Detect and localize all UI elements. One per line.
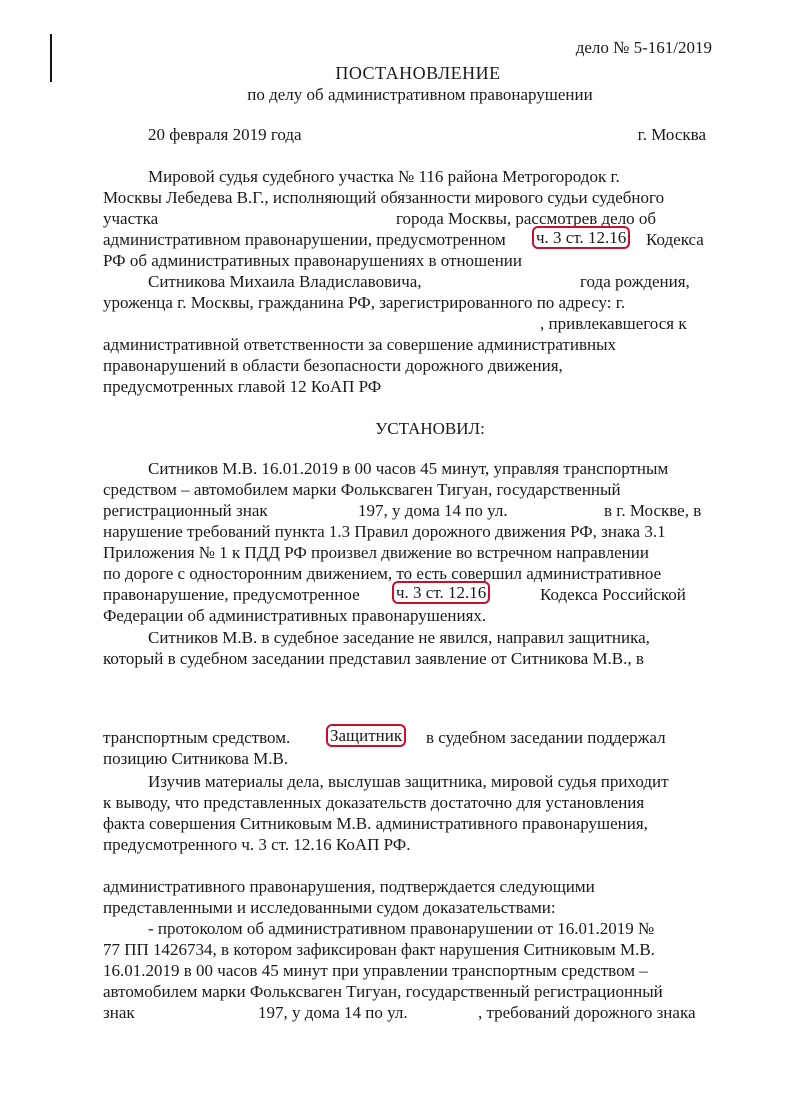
text-line: 16.01.2019 в 00 часов 45 минут при управлении транспортным средством –: [103, 961, 648, 980]
text-line: предусмотренного ч. 3 ст. 12.16 КоАП РФ.: [103, 835, 411, 854]
text-line: факта совершения Ситниковым М.В. административного правонарушения,: [103, 814, 648, 833]
text-line: административной ответственности за совершение административных: [103, 335, 616, 354]
text-line: позицию Ситникова М.В.: [103, 749, 289, 768]
case-number: дело № 5-161/2019: [575, 38, 712, 57]
text-line: автомобилем марки Фольксваген Тигуан, государственный регистрационный: [103, 982, 663, 1001]
text-line: к выводу, что представленных доказательств достаточно для установления: [103, 793, 645, 812]
text-line: уроженца г. Москвы, гражданина РФ, зарегистрированного по адресу: г.: [103, 293, 626, 312]
text-line: 197, у дома 14 по ул.: [258, 1003, 408, 1022]
text-line: Ситников М.В. в судебное заседание не явился, направил защитника,: [148, 628, 650, 647]
text-line: по дороге с односторонним движением, то есть совершил административное: [103, 564, 662, 583]
article-highlight: [392, 583, 490, 603]
text-line: представленными и исследованными судом доказательствами:: [103, 898, 556, 917]
text-line: участка: [103, 209, 159, 228]
document-city: г. Москва: [637, 125, 706, 144]
text-line: который в судебном заседании представил заявление от Ситникова М.В., в: [103, 649, 644, 668]
text-line: предусмотренных главой 12 КоАП РФ: [103, 377, 382, 396]
text-line: знак: [103, 1003, 135, 1022]
defender-highlight-text: Защитник: [326, 724, 406, 747]
document-subtitle: по делу об административном правонарушении: [247, 85, 593, 104]
text-line: Ситникова Михаила Владиславовича,: [148, 272, 422, 291]
text-line: регистрационный знак: [103, 501, 268, 520]
text-line: Кодекса Российской: [540, 585, 686, 604]
text-line: административного правонарушения, подтверждается следующими: [103, 877, 595, 896]
text-line: Изучив материалы дела, выслушав защитника, мировой судья приходит: [148, 772, 669, 791]
text-line: 77 ПП 1426734, в котором зафиксирован факт нарушения Ситниковым М.В.: [103, 940, 655, 959]
text-line: административном правонарушении, предусмотренном: [103, 230, 506, 249]
text-line: РФ об административных правонарушениях в отношении: [103, 251, 522, 270]
defender-highlight: [326, 726, 406, 746]
text-line: 197, у дома 14 по ул.: [358, 501, 508, 520]
text-line: Москвы Лебедева В.Г., исполняющий обязанности мирового судьи судебного: [103, 188, 665, 207]
document-date: 20 февраля 2019 года: [148, 125, 302, 144]
text-line: , привлекавшегося к: [540, 314, 687, 333]
text-line: в г. Москве, в: [604, 501, 702, 520]
text-line: Мировой судья судебного участка № 116 района Метрогородок г.: [148, 167, 620, 186]
text-line: в судебном заседании поддержал: [426, 728, 666, 747]
text-line: Приложения № 1 к ПДД РФ произвел движение во встречном направлении: [103, 543, 649, 562]
text-line: - протоколом об административном правонарушении от 16.01.2019 №: [148, 919, 655, 938]
text-line: Ситников М.В. 16.01.2019 в 00 часов 45 минут, управляя транспортным: [148, 459, 669, 478]
text-line: нарушение требований пункта 1.3 Правил дорожного движения РФ, знака 3.1: [103, 522, 666, 541]
text-line: , требований дорожного знака: [478, 1003, 696, 1022]
article-highlight-text: ч. 3 ст. 12.16: [532, 226, 630, 249]
text-line: правонарушение, предусмотренное: [103, 585, 360, 604]
text-line: Федерации об административных правонарушениях.: [103, 606, 487, 625]
article-highlight: [532, 228, 630, 248]
text-line: года рождения,: [580, 272, 690, 291]
text-line: Кодекса: [646, 230, 704, 249]
text-line: средством – автомобилем марки Фольксваген Тигуан, государственный: [103, 480, 621, 499]
section-title: УСТАНОВИЛ:: [375, 419, 485, 438]
document-title: ПОСТАНОВЛЕНИЕ: [335, 63, 501, 83]
text-line: города Москвы, рассмотрев дело об: [396, 209, 657, 228]
text-line: транспортным средством.: [103, 728, 291, 747]
text-line: правонарушений в области безопасности дорожного движения,: [103, 356, 563, 375]
article-highlight-text: ч. 3 ст. 12.16: [392, 581, 490, 604]
